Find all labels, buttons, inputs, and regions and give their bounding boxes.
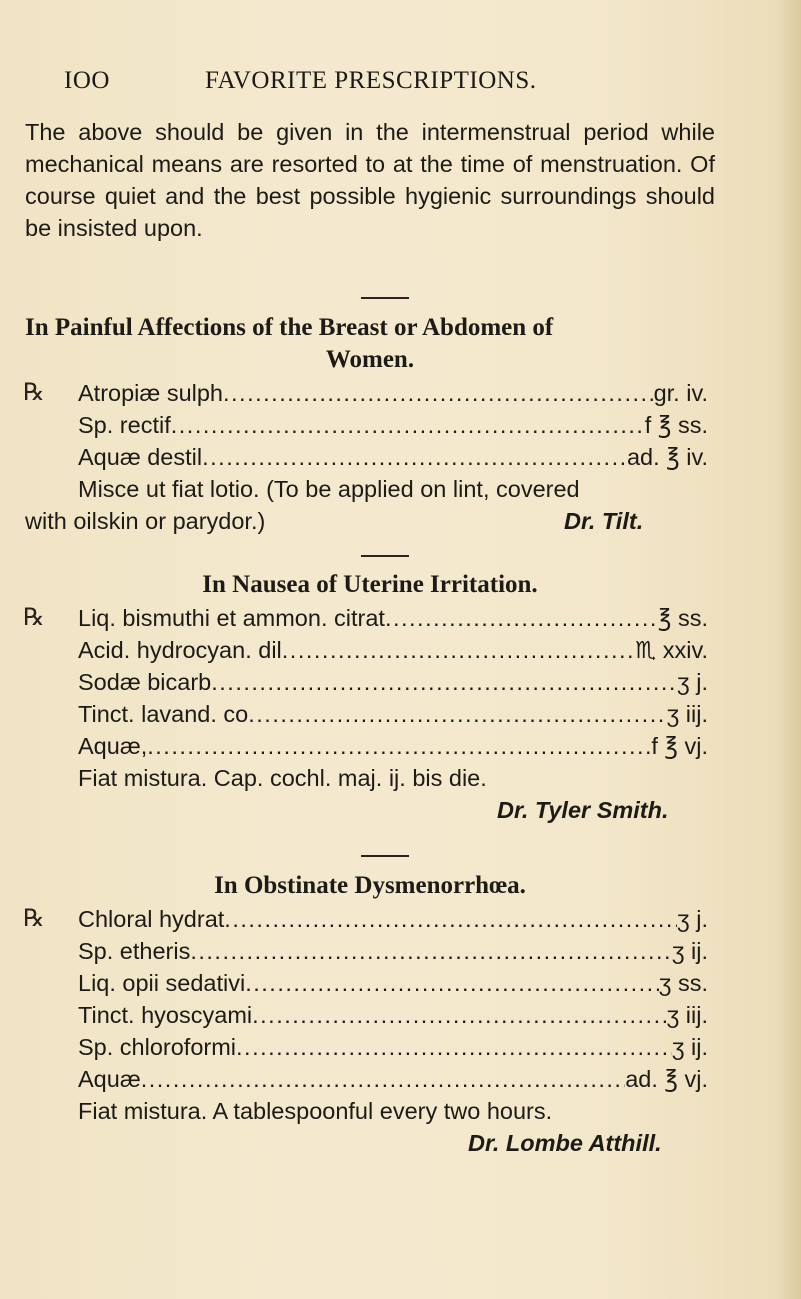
- ingredient-line: [78, 602, 708, 634]
- ingredient-dose: ad. ℥ vj.: [625, 1066, 708, 1092]
- rx-symbol: ℞: [23, 380, 45, 406]
- doctor-attribution: Dr. Lombe Atthill.: [468, 1130, 662, 1156]
- ingredient-name: Aquæ,: [78, 733, 148, 759]
- doctor-attribution: Dr. Tilt.: [564, 508, 644, 534]
- prescription-direction: Fiat mistura. Cap. cochl. maj. ij. bis die.: [78, 765, 487, 791]
- ingredient-dose: gr. iv.: [653, 380, 708, 406]
- ingredient-line: [78, 935, 708, 967]
- rx-symbol: ℞: [23, 605, 45, 631]
- ingredient-dose: ʒ ss.: [658, 970, 708, 996]
- dot-leader: [141, 1063, 625, 1095]
- rx-symbol: ℞: [23, 906, 45, 932]
- ingredient-dose: f ℥ vj.: [651, 733, 708, 759]
- ingredient-line: [78, 441, 708, 473]
- prescription-direction: Fiat mistura. A tablespoonful every two hours.: [78, 1098, 553, 1124]
- dot-leader: [202, 441, 627, 473]
- section-heading-breast-abdomen: In Painful Affections of the Breast or Abdomen of: [25, 314, 554, 341]
- dot-leader: [236, 1031, 672, 1063]
- ingredient-dose: ℥ ss.: [657, 605, 708, 631]
- dot-leader: [211, 666, 677, 698]
- dot-leader: [147, 730, 651, 762]
- ingredient-line: [78, 999, 708, 1031]
- ingredient-dose: ʒ j.: [676, 669, 708, 695]
- ingredient-line: [78, 903, 708, 935]
- dot-leader: [171, 409, 645, 441]
- dot-leader: [224, 903, 677, 935]
- ingredient-name: Sodæ bicarb: [78, 669, 212, 695]
- ingredient-line: [78, 1031, 708, 1063]
- ingredient-name: Tinct. hyoscyami: [78, 1002, 253, 1028]
- ingredient-name: Aquæ destil: [78, 444, 203, 470]
- ingredient-line: [78, 1063, 708, 1095]
- prescription-direction-cont: with oilskin or parydor.): [25, 508, 266, 534]
- dot-leader: [248, 698, 666, 730]
- section-divider: [361, 297, 409, 299]
- ingredient-line: [78, 730, 708, 762]
- running-title: FAVORITE PRESCRIPTIONS.: [205, 67, 537, 94]
- ingredient-line: [78, 666, 708, 698]
- ingredient-name: Sp. etheris: [78, 938, 191, 964]
- intro-paragraph: The above should be given in the intermenstrual period while mechanical means are resorted to at the time of menstruation. Of course quiet and the best possible hygienic surroundings should be insisted upon.: [25, 119, 715, 241]
- ingredient-name: Atropiæ sulph: [78, 380, 223, 406]
- ingredient-line: [78, 409, 708, 441]
- ingredient-line: [78, 698, 708, 730]
- dot-leader: [223, 377, 654, 409]
- ingredient-name: Sp. chloroformi: [78, 1034, 237, 1060]
- section-heading-dysmenorrhoea: In Obstinate Dysmenorrhœa.: [214, 872, 526, 899]
- ingredient-dose: ad. ℥ iv.: [626, 444, 708, 470]
- page-number: IOO: [64, 67, 110, 94]
- dot-leader: [282, 634, 635, 666]
- dot-leader: [245, 967, 658, 999]
- page-edge-shadow: [775, 0, 801, 1299]
- ingredient-name: Liq. opii sedativi: [78, 970, 246, 996]
- ingredient-dose: ʒ ij.: [671, 1034, 708, 1060]
- dot-leader: [252, 999, 666, 1031]
- ingredient-dose: ʒ ij.: [671, 938, 708, 964]
- ingredient-dose: ʒ iij.: [666, 1002, 708, 1028]
- ingredient-name: Aquæ: [78, 1066, 141, 1092]
- prescription-direction: Misce ut fiat lotio. (To be applied on lint, covered: [78, 476, 580, 502]
- section-divider: [361, 855, 409, 857]
- ingredient-line: [78, 377, 708, 409]
- ingredient-name: Liq. bismuthi et ammon. citrat: [78, 605, 385, 631]
- ingredient-name: Sp. rectif: [78, 412, 171, 438]
- ingredient-name: Acid. hydrocyan. dil: [78, 637, 282, 663]
- ingredient-dose: ʒ iij.: [666, 701, 708, 727]
- ingredient-dose: ♏ xxiv.: [635, 637, 708, 663]
- ingredient-line: [78, 967, 708, 999]
- section-heading-nausea: In Nausea of Uterine Irritation.: [202, 571, 538, 598]
- section-heading-breast-abdomen-cont: Women.: [325, 346, 415, 373]
- ingredient-name: Chloral hydrat: [78, 906, 225, 932]
- ingredient-dose: f ℥ ss.: [644, 412, 708, 438]
- ingredient-name: Tinct. lavand. co: [78, 701, 249, 727]
- dot-leader: [190, 935, 671, 967]
- dot-leader: [385, 602, 658, 634]
- ingredient-dose: ʒ j.: [676, 906, 708, 932]
- section-divider: [361, 555, 409, 557]
- running-header: [64, 67, 741, 103]
- ingredient-line: [78, 634, 708, 666]
- doctor-attribution: Dr. Tyler Smith.: [497, 797, 669, 823]
